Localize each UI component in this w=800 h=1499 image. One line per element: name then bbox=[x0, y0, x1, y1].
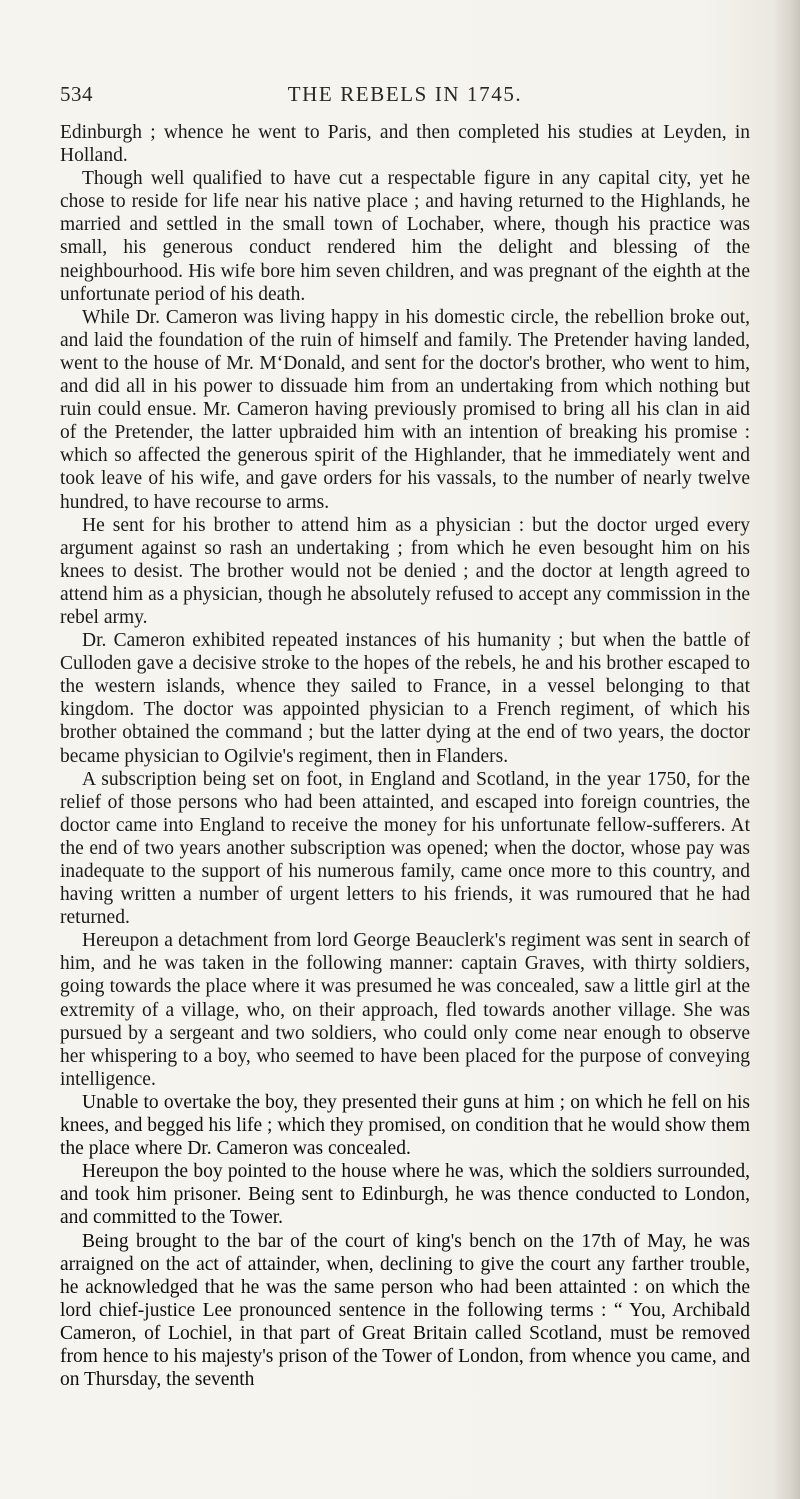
paragraph: Hereupon the boy pointed to the house where he was, which the soldiers surrounded, and took him prisoner. Being sent to Edinburgh, he was thence conducted to London, and committed to the Tower. bbox=[60, 1161, 750, 1229]
page-number: 534 bbox=[60, 82, 93, 106]
paragraph: Being brought to the bar of the court of king's bench on the 17th of May, he was arraigned on the act of attainder, when, declining to give the court any farther trouble, he acknowledged that he was the same person who had been attainted : on which the lord chief-justice Lee pronounced sentence in the following terms : “ You, Archibald Cameron, of Lochiel, in that part of Great Britain called Scotland, must be removed from hence to his majesty's prison of the Tower of London, from whence you came, and on Thursday, the seventh bbox=[60, 1230, 750, 1391]
paragraph: Though well qualified to have cut a respectable figure in any capital city, yet he chose to reside for life near his native place ; and having returned to the Highlands, he married and settled in the small town of Lochaber, where, though his practice was small, his generous conduct rendered him the delight and blessing of the neighbourhood. His wife bore him seven children, and was pregnant of the eighth at the unfortunate period of his death. bbox=[60, 168, 750, 305]
running-head: THE REBELS IN 1745. bbox=[287, 82, 523, 106]
page-gutter-shadow bbox=[774, 0, 800, 1499]
page-header bbox=[60, 82, 750, 110]
paragraph: Hereupon a detachment from lord George Beauclerk's regiment was sent in search of him, and he was taken in the following manner: captain Graves, with thirty soldiers, going towards the place where it was presumed he was concealed, saw a little girl at the extremity of a village, who, on their approach, fled towards another village. She was pursued by a sergeant and two soldiers, who could only come near enough to observe her whispering to a boy, who seemed to have been placed for the purpose of conveying intelligence. bbox=[60, 930, 750, 1090]
paragraph: While Dr. Cameron was living happy in his domestic circle, the rebellion broke out, and laid the foundation of the ruin of himself and family. The Pretender having landed, went to the house of Mr. M‘Donald, and sent for the doctor's brother, who went to him, and did all in his power to dissuade him from an undertaking from which nothing but ruin could ensue. Mr. Cameron having previously promised to bring all his clan in aid of the Pretender, the latter upbraided him with an intention of breaking his promise : which so affected the generous spirit of the Highlander, that he immediately went and took leave of his wife, and gave orders for his vassals, to the number of nearly twelve hundred, to have recourse to arms. bbox=[60, 306, 750, 513]
paragraph: Edinburgh ; whence he went to Paris, and then completed his studies at Leyden, in Holland. bbox=[60, 122, 750, 167]
paragraph: Unable to overtake the boy, they presented their guns at him ; on which he fell on his knees, and begged his life ; which they promised, on condition that he would show them the place where Dr. Cameron was concealed. bbox=[60, 1091, 750, 1160]
body-text bbox=[60, 121, 750, 1391]
paragraph: A subscription being set on foot, in England and Scotland, in the year 1750, for the relief of those persons who had been attainted, and escaped into foreign countries, the doctor came into England to receive the money for his unfortunate fellow-sufferers. At the end of two years another subscription was opened; when the doctor, whose pay was inadequate to the support of his numerous family, came once more to this country, and having written a number of urgent letters to his friends, it was rumoured that he had returned. bbox=[60, 768, 750, 929]
paragraph: He sent for his brother to attend him as a physician : but the doctor urged every argument against so rash an undertaking ; from which he even besought him on his knees to desist. The brother would not be denied ; and the doctor at length agreed to attend him as a physician, though he absolutely refused to accept any commission in the rebel army. bbox=[60, 514, 750, 628]
paragraph: Dr. Cameron exhibited repeated instances of his humanity ; but when the battle of Culloden gave a decisive stroke to the hopes of the rebels, he and his brother escaped to the western islands, whence they sailed to France, in a vessel belonging to that kingdom. The doctor was appointed physician to a French regiment, of which his brother obtained the command ; but the latter dying at the end of two years, the doctor became physician to Ogilvie's regiment, then in Flanders. bbox=[60, 630, 750, 767]
